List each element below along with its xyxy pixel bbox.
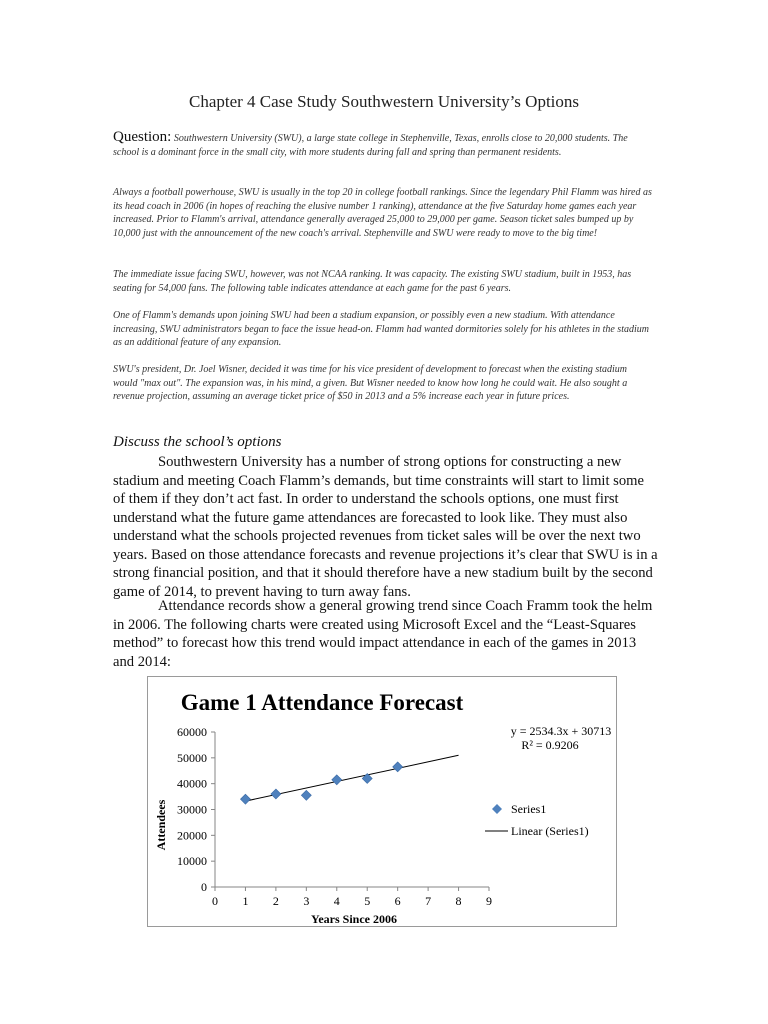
discuss-heading: Discuss the school’s options: [113, 434, 282, 450]
y-tick-label: 30000: [177, 802, 207, 817]
legend-series1-label: Series1: [511, 802, 547, 816]
body-paragraph-2: [113, 597, 658, 671]
chart-ticks: [177, 725, 492, 908]
y-tick-label: 10000: [177, 854, 207, 869]
attendance-chart: [147, 676, 617, 927]
chart-axes: [215, 732, 489, 887]
legend-series1-marker: [492, 804, 502, 814]
y-tick-label: 40000: [177, 776, 207, 791]
chart-title: Game 1 Attendance Forecast: [180, 690, 464, 715]
trendline-r2: R² = 0.9206: [521, 738, 579, 752]
chart-points: [240, 762, 402, 804]
data-point: [393, 762, 403, 772]
document-title: Chapter 4 Case Study Southwestern University’s Options: [188, 92, 580, 111]
data-point: [362, 774, 372, 784]
data-point: [301, 790, 311, 800]
data-point: [240, 794, 250, 804]
x-tick-label: 6: [394, 894, 401, 908]
y-tick-label: 0: [201, 880, 207, 894]
chart-legend: [485, 802, 589, 838]
x-tick-label: 9: [486, 894, 492, 908]
legend-trendline-label: Linear (Series1): [511, 824, 589, 838]
case-paragraph-3: The immediate issue facing SWU, however, was not NCAA ranking. It was capacity. The existing SWU stadium, built in 1953, has seating for 54,000 fans. The following table indicates attendance at each game for the past 6 years.: [113, 269, 632, 294]
y-axis-title: Attendees: [154, 799, 168, 851]
y-tick-label: 20000: [177, 828, 207, 843]
body-paragraph-1: [113, 453, 658, 601]
data-point: [271, 789, 281, 799]
x-axis-title: Years Since 2006: [311, 912, 397, 926]
x-tick-label: 3: [303, 894, 310, 908]
chart-svg: [148, 677, 616, 926]
x-tick-label: 0: [212, 894, 218, 908]
y-tick-label: 50000: [177, 750, 207, 765]
x-tick-label: 5: [364, 894, 371, 908]
x-tick-label: 2: [272, 894, 279, 908]
question-label: Question:: [113, 129, 172, 145]
body-paragraph-2-text: Attendance records show a general growing trend since Coach Framm took the helm in 2006. The following charts were created using Microsoft Excel and the “Least-Squares method” to forecast how this trend would impact attendance in each of the games in 2013 and 2014:: [113, 598, 653, 670]
case-paragraph-5: SWU's president, Dr. Joel Wisner, decided it was time for his vice president of development to forecast when the existing stadium would "max out". The expansion was, in his mind, a given. But Wisner needed to know how long he could wait. He also sought a revenue projection, assuming an average ticket price of $50 in 2013 and a 5% increase each year in future prices.: [113, 364, 628, 402]
x-tick-label: 1: [242, 894, 249, 908]
x-tick-label: 7: [425, 894, 432, 908]
y-tick-label: 60000: [177, 725, 207, 739]
question-text: Southwestern University (SWU), a large state college in Stephenville, Texas, enrolls close to 20,000 students. The school is a dominant force in the small city, with more students during fall and spring than permanent residents.: [113, 133, 628, 158]
case-paragraph-2: Always a football powerhouse, SWU is usually in the top 20 in college football rankings. Since the legendary Phil Flamm was hired as its head coach in 2006 (in hopes of reaching the elusive number 1 ranking), attendance at the five Saturday home games each year increased. Prior to Flamm's arrival, attendance generally averaged 25,000 to 29,000 per game. Season ticket sales bumped up by 10,000 just with the announcement of the new coach's arrival. Stephenville and SWU were ready to move to the big time!: [113, 187, 652, 239]
case-paragraph-4: One of Flamm's demands upon joining SWU had been a stadium expansion, or possibly even a new stadium. With attendance increasing, SWU administrators began to face the issue head-on. Flamm had wanted dormitories solely for his athletes in the stadium as an additional feature of any expansion.: [113, 310, 649, 348]
x-tick-label: 4: [333, 894, 340, 908]
x-tick-label: 8: [455, 894, 462, 908]
trendline-equation: y = 2534.3x + 30713: [510, 724, 612, 738]
body-paragraph-1-text: Southwestern University has a number of strong options for constructing a new stadium and meeting Coach Flamm’s demands, but time constraints will start to limit some of them if they don’t act fast. In order to understand the schools options, one must first understand what the future game attendances are forecasted to look like. They must also understand what the schools projected revenues from ticket sales will be over the next two years. Based on those attendance forecasts and revenue projections it’s clear that SWU is in a strong financial position, and that it should therefore have a new stadium built by the second game of 2014, to prevent having to turn away fans.: [113, 454, 658, 600]
question-paragraph: [113, 131, 653, 159]
data-point: [332, 775, 342, 785]
